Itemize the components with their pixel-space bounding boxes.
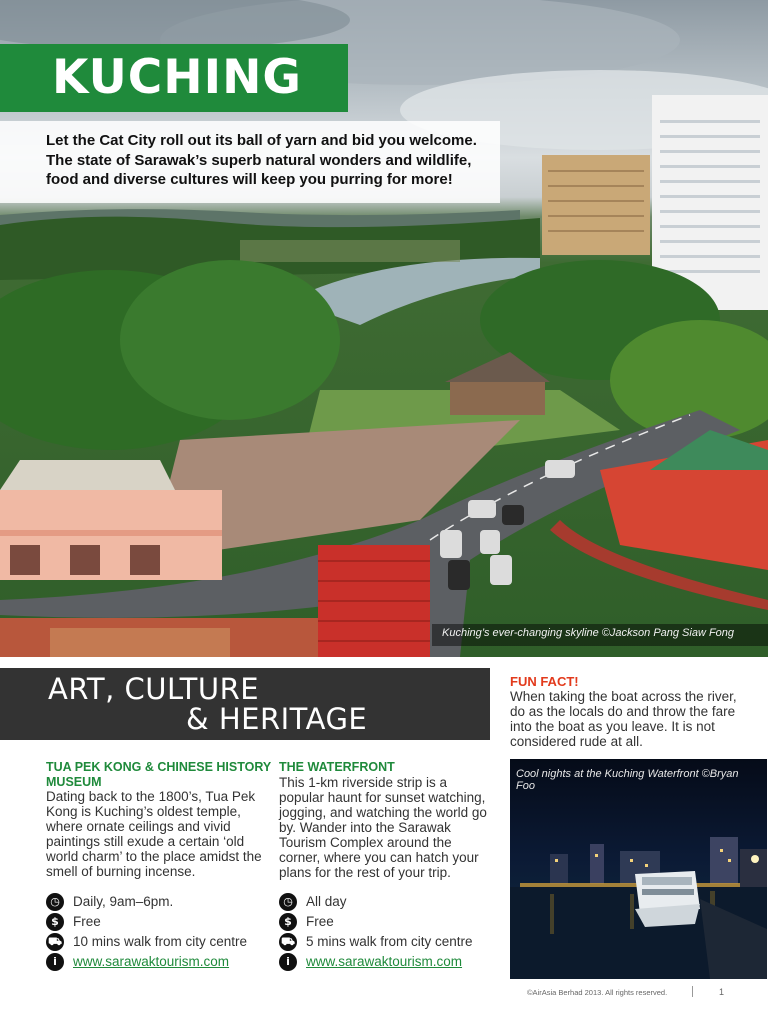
copyright-text: ©AirAsia Berhad 2013. All rights reserved. <box>527 988 668 997</box>
info-distance: 5 mins walk from city centre <box>306 934 473 949</box>
article-body: This 1-km riverside strip is a popular haunt for sunset watching, jogging, and watching the world go by. Wander into the Sarawak Tourism Complex around the corner, where you can hatch your plans for the rest of your trip. <box>279 774 487 880</box>
clock-icon: ◷ <box>46 893 64 911</box>
footer-divider <box>692 986 693 997</box>
hero-photo-caption: Kuching’s ever-changing skyline ©Jackson Pang Siaw Fong <box>442 627 735 639</box>
section-title-line2: & HERITAGE <box>186 702 368 736</box>
waterfront-photo-caption: Cool nights at the Kuching Waterfront ©Bryan Foo <box>516 768 739 792</box>
article-tua-pek-kong <box>46 760 272 879</box>
page-number: 1 <box>719 987 725 997</box>
car-icon: ⛟ <box>46 933 64 951</box>
article-title: THE WATERFRONT <box>279 760 395 774</box>
dollar-icon: $ <box>279 913 297 931</box>
article-body: Dating back to the 1800’s, Tua Pek Kong is Kuching’s oldest temple, where ornate ceilings and vivid paintings still exude a certain ‘old world charm’ to the place amidst the smell of burning incense. <box>46 789 262 879</box>
intro-text: Let the Cat City roll out its ball of yarn and bid you welcome. The state of Sarawak’s superb natural wonders and wildlife, food and diverse cultures will keep you purring for more! <box>46 132 477 188</box>
fun-fact-title: FUN FACT! <box>510 674 579 689</box>
website-link[interactable]: www.sarawaktourism.com <box>306 954 463 969</box>
section-title-line1: ART, CULTURE <box>48 672 260 706</box>
car-icon: ⛟ <box>279 933 297 951</box>
info-distance: 10 mins walk from city centre <box>73 934 248 949</box>
waterfront-night-photo <box>510 759 767 979</box>
waterfront-night-illustration <box>510 759 767 979</box>
article-waterfront <box>279 760 491 880</box>
info-icon: i <box>46 953 64 971</box>
dollar-icon: $ <box>46 913 64 931</box>
info-price: Free <box>306 914 334 929</box>
fun-fact-text: When taking the boat across the river, do as the locals do and throw the fare into the boat as you leave. It is not considered rude at all. <box>510 689 737 749</box>
info-hours: All day <box>306 894 347 909</box>
page-title: KUCHING <box>52 50 302 105</box>
info-price: Free <box>73 914 101 929</box>
article-title: TUA PEK KONG & CHINESE HISTORY MUSEUM <box>46 760 272 789</box>
clock-icon: ◷ <box>279 893 297 911</box>
info-icon: i <box>279 953 297 971</box>
info-hours: Daily, 9am–6pm. <box>73 894 174 909</box>
website-link[interactable]: www.sarawaktourism.com <box>73 954 230 969</box>
